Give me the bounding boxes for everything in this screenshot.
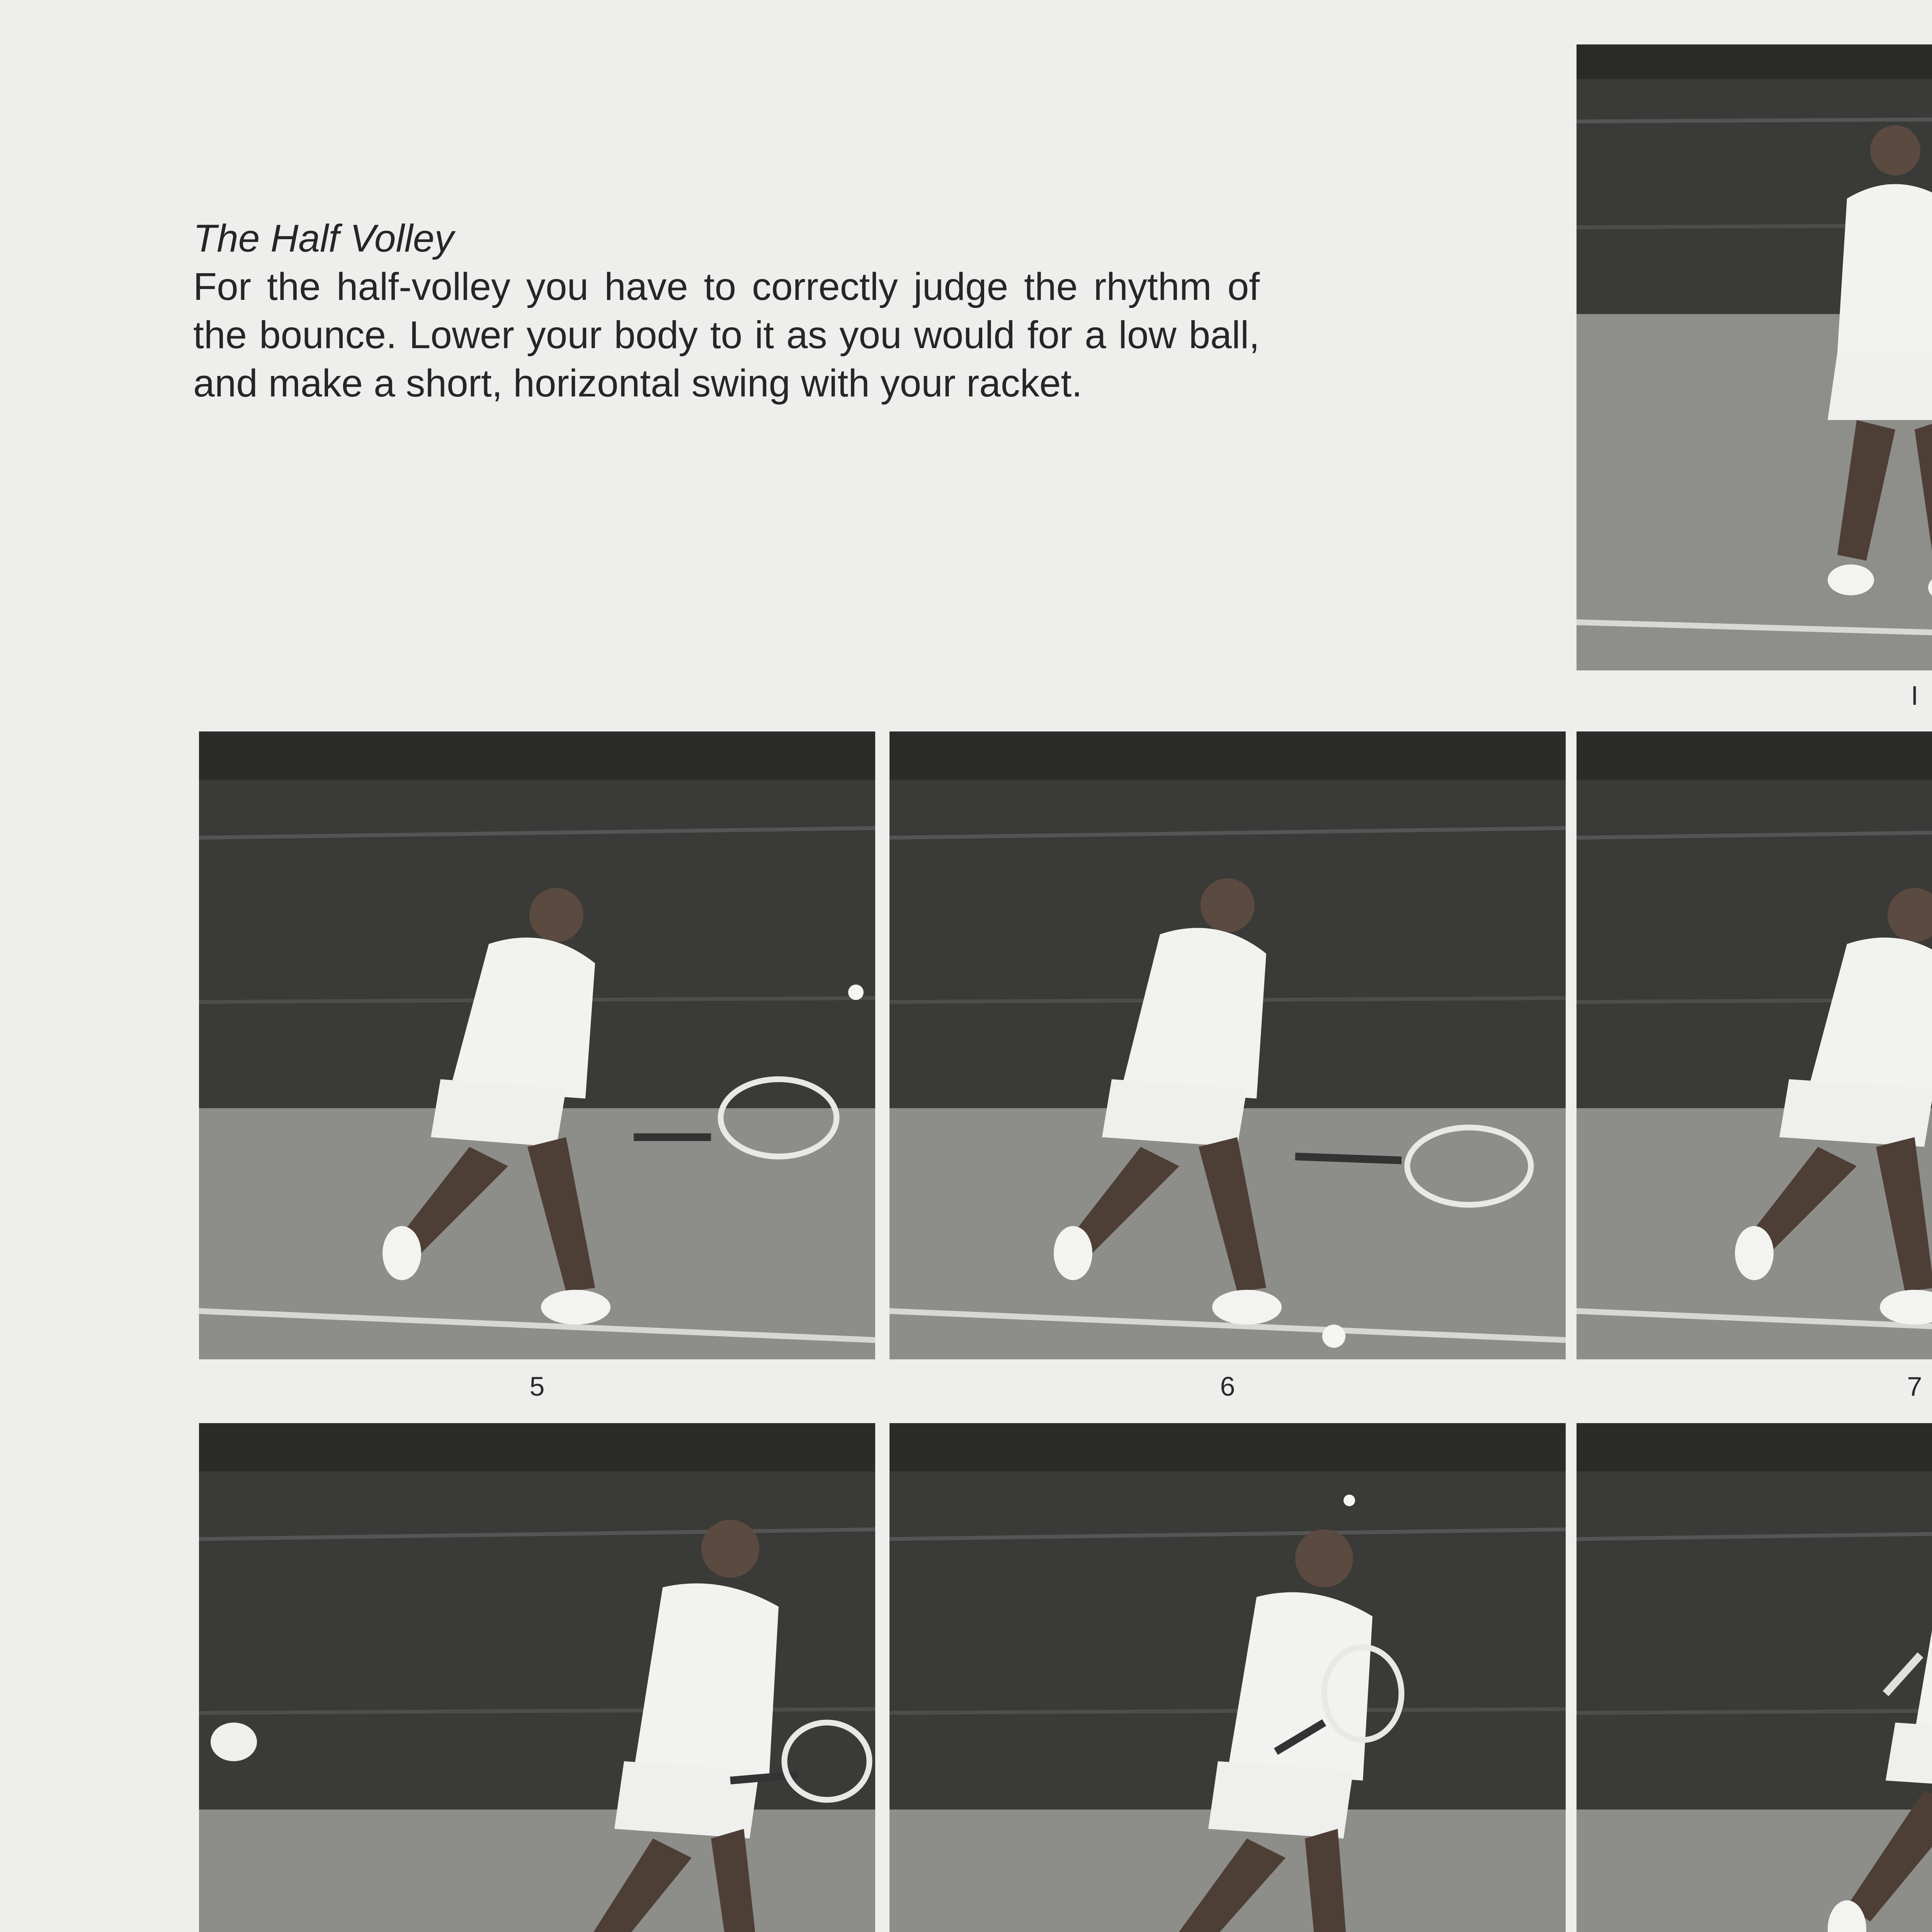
photo-12 [889,1423,1566,1932]
photo-11 [199,1423,875,1932]
photo-5 [199,731,875,1359]
section-title: The Half Volley [193,217,454,260]
photo-13 [1577,1423,1932,1932]
photo-caption-5: 5 [529,1371,545,1401]
photo-caption-1: I [1911,680,1918,711]
tennis-photo-image [199,1423,875,1932]
tennis-photo-image [1577,731,1932,1359]
intro-section [193,214,1260,408]
photo-caption-6: 6 [1220,1371,1235,1401]
tennis-photo-image [1577,1423,1932,1932]
tennis-photo-image [889,731,1566,1359]
photo-1 [1577,44,1932,670]
tennis-photo-image [199,731,875,1359]
tennis-photo-image [1577,44,1932,670]
intro-paragraph: For the half-volley you have to correctly judge the rhythm of the bounce. Lower your body to it as you would for a low ball, and make a short, horizontal swing with your racket. [193,265,1260,405]
tennis-photo-image [889,1423,1566,1932]
photo-7 [1577,731,1932,1359]
photo-6 [889,731,1566,1359]
photo-caption-7: 7 [1907,1371,1922,1401]
